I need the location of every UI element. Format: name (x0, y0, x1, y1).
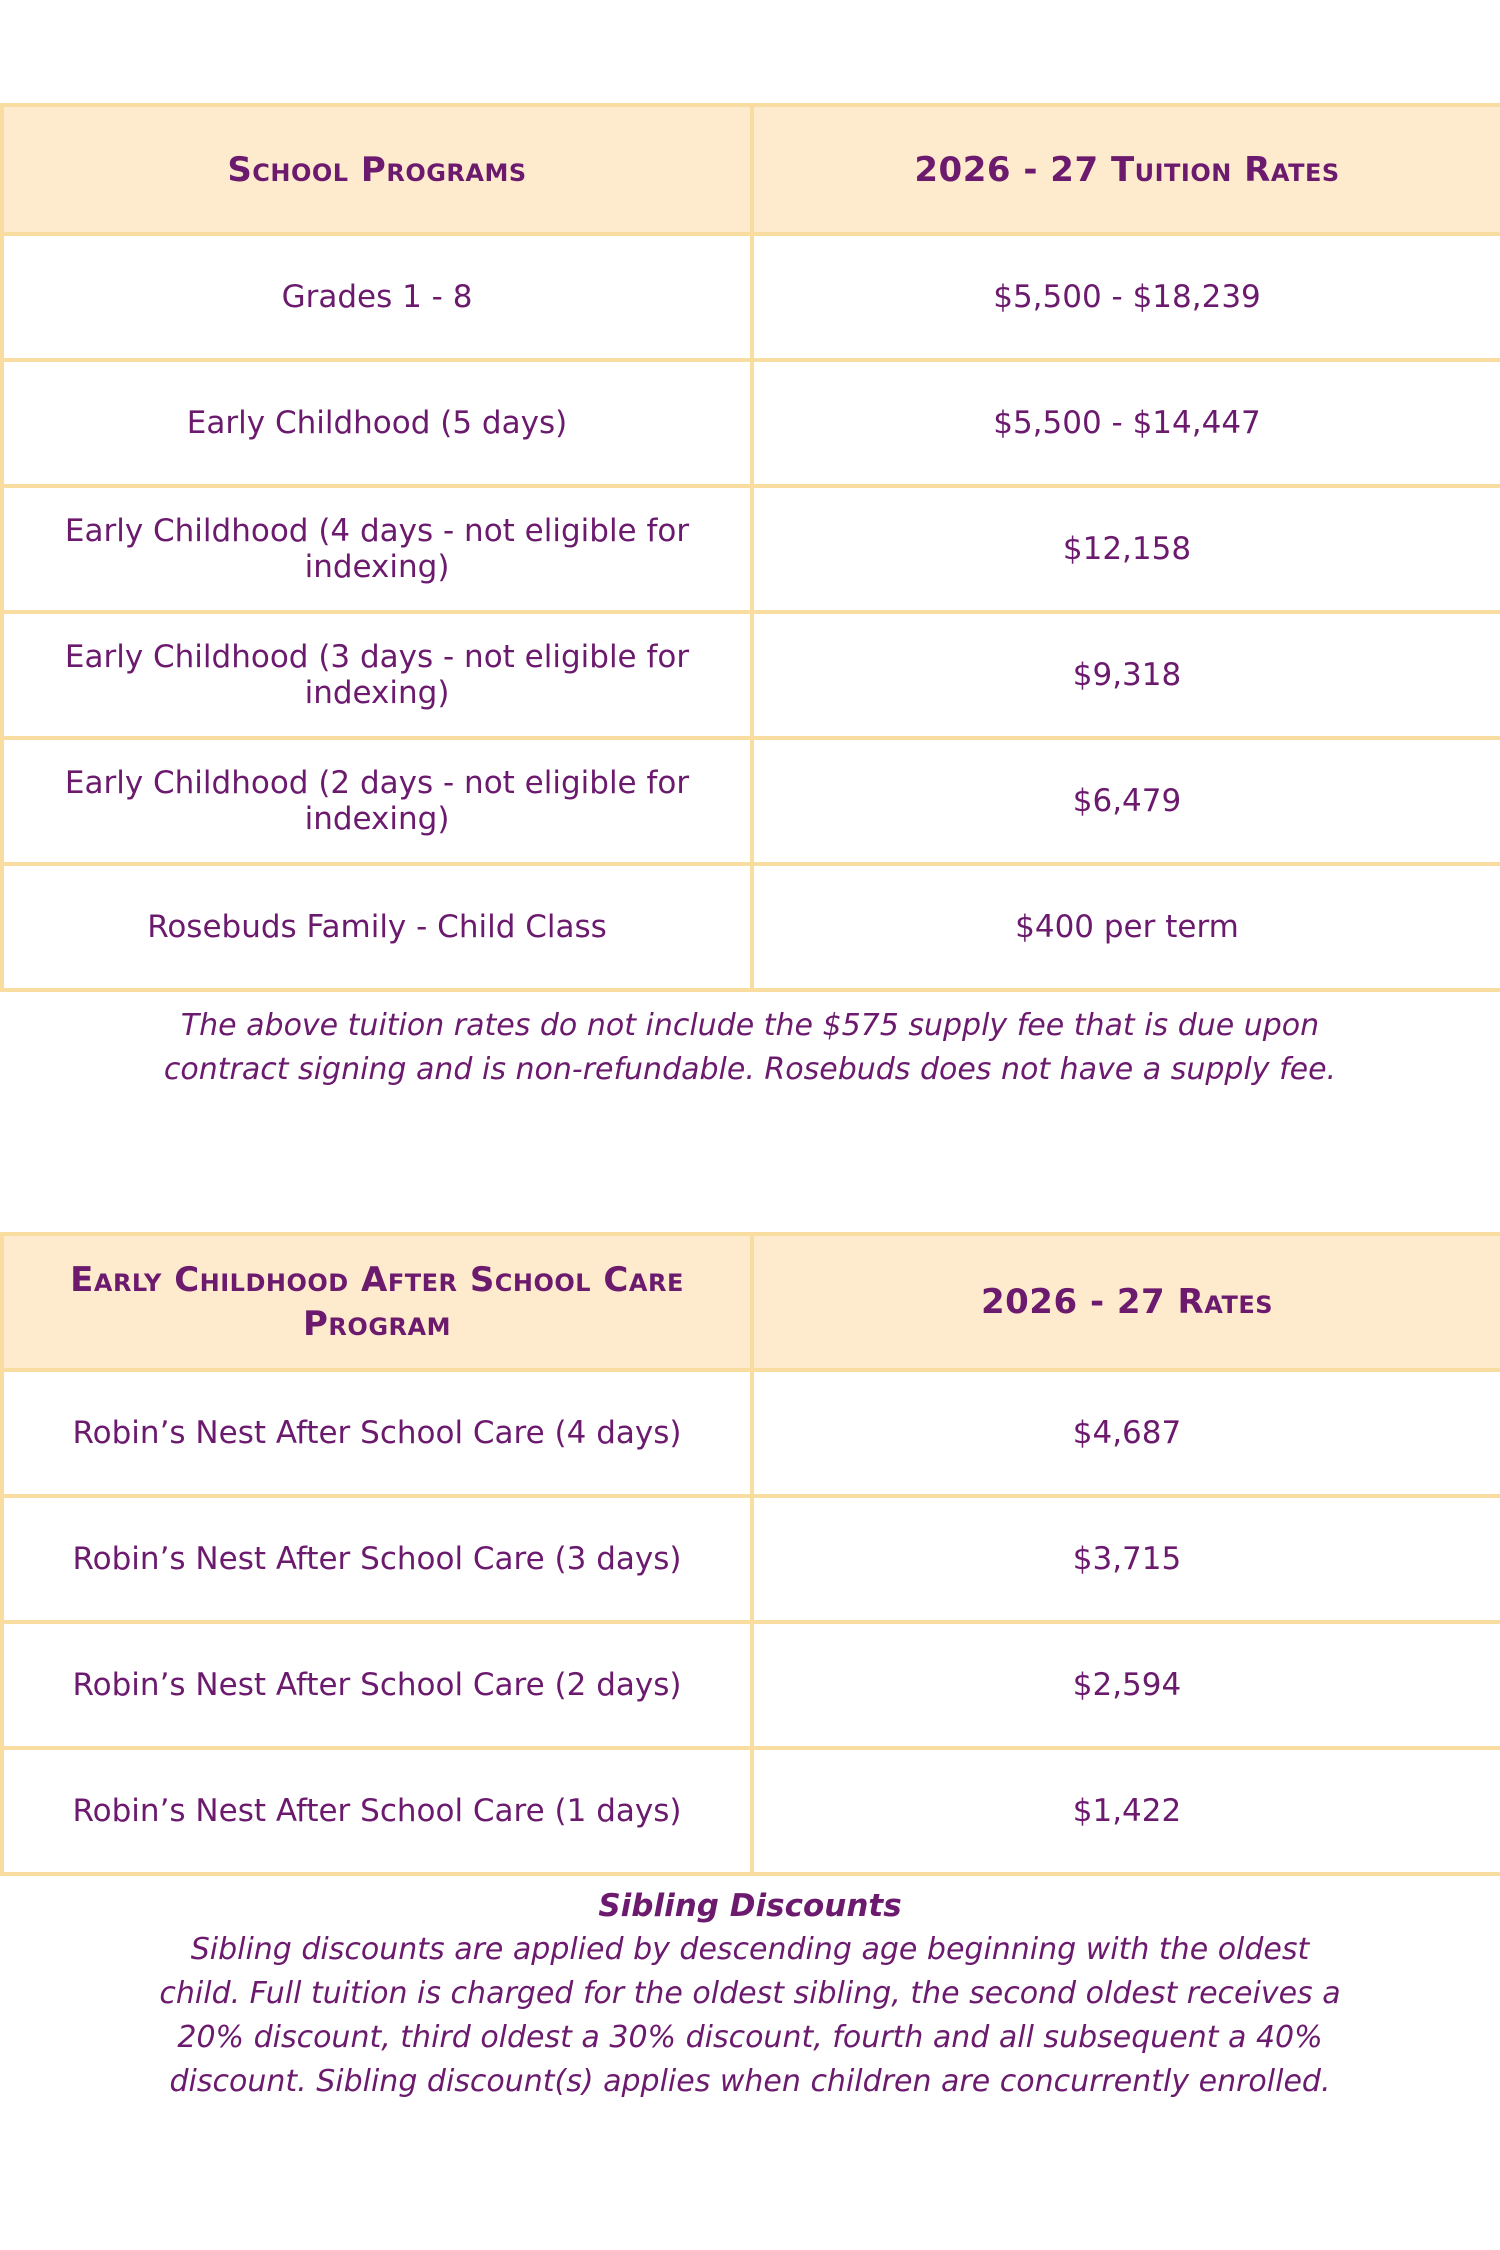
rate-cell: $6,479 (752, 738, 1500, 864)
program-cell: Early Childhood (5 days) (2, 360, 752, 486)
sibling-discounts-heading: Sibling Discounts (598, 1888, 902, 1924)
table-row (2, 1496, 1500, 1622)
program-cell: Rosebuds Family - Child Class (2, 864, 752, 990)
program-cell: Robin’s Nest After School Care (3 days) (2, 1496, 752, 1622)
supply-fee-note: The above tuition rates do not include the $575 supply fee that is due upon contract signing and is non-refundable. Rosebuds does not have a supply fee. (163, 1008, 1337, 1087)
rate-cell: $3,715 (752, 1496, 1500, 1622)
table-row (2, 486, 1500, 612)
rate-cell: $400 per term (752, 864, 1500, 990)
table-row (2, 612, 1500, 738)
program-cell: Early Childhood (2 days - not eligible for indexing) (2, 738, 752, 864)
rate-cell: $5,500 - $14,447 (752, 360, 1500, 486)
program-cell: Early Childhood (4 days - not eligible for indexing) (2, 486, 752, 612)
program-cell: Robin’s Nest After School Care (1 days) (2, 1748, 752, 1874)
sibling-discounts-text: Sibling discounts are applied by descending age beginning with the oldest child. Full tuition is charged for the oldest sibling, the second oldest receives a 20% discount, third oldest a 30% discount, fourth and all subsequent a 40% discount. Sibling discount(s) applies when children are concurrently enrolled. (159, 1932, 1341, 2099)
table-header-row (2, 1234, 1500, 1370)
table-row (2, 1748, 1500, 1874)
rate-cell: $9,318 (752, 612, 1500, 738)
rate-cell: $12,158 (752, 486, 1500, 612)
program-cell: Early Childhood (3 days - not eligible for indexing) (2, 612, 752, 738)
rate-cell: $2,594 (752, 1622, 1500, 1748)
header-rates: 2026 - 27 Rates (752, 1234, 1500, 1370)
header-tuition-rates: 2026 - 27 Tuition Rates (752, 105, 1500, 234)
tuition-rates-table (0, 103, 1500, 992)
table-row (2, 738, 1500, 864)
table-row (2, 1370, 1500, 1496)
header-school-programs: School Programs (2, 105, 752, 234)
rate-cell: $5,500 - $18,239 (752, 234, 1500, 360)
program-cell: Robin’s Nest After School Care (4 days) (2, 1370, 752, 1496)
table-row (2, 234, 1500, 360)
table-row (2, 1622, 1500, 1748)
table-row (2, 360, 1500, 486)
table-header-row (2, 105, 1500, 234)
after-school-care-table (0, 1232, 1500, 1876)
rate-cell: $1,422 (752, 1748, 1500, 1874)
table-row (2, 864, 1500, 990)
program-cell: Grades 1 - 8 (2, 234, 752, 360)
rate-cell: $4,687 (752, 1370, 1500, 1496)
header-after-school-program: Early Childhood After School Care Program (2, 1234, 752, 1370)
program-cell: Robin’s Nest After School Care (2 days) (2, 1622, 752, 1748)
